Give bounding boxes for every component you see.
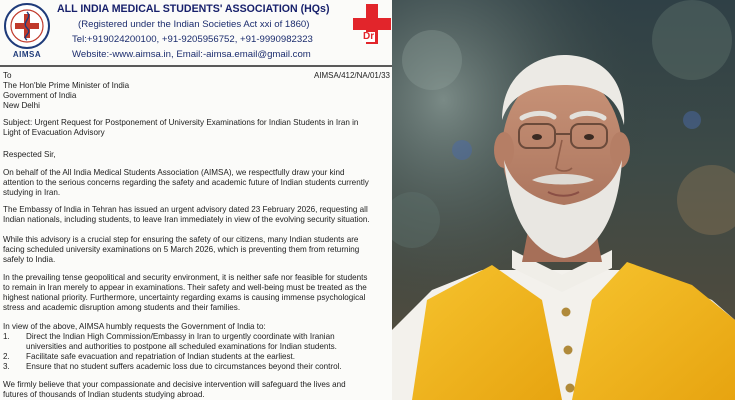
- paragraph-line: The Embassy of India in Tehran has issued an urgent advisory dated 23 February 2026, requesting all: [3, 205, 368, 214]
- salutation: Respected Sir,: [3, 150, 56, 159]
- paragraph-line: facing scheduled university examinations on 5 March 2026, which is preventing them from returning: [3, 245, 360, 254]
- paragraph-line: We firmly believe that your compassionate and decisive intervention will safeguard the lives and: [3, 380, 346, 389]
- request-line: Ensure that no student suffers academic loss due to circumstances beyond their control.: [26, 362, 342, 371]
- address-line: The Hon'ble Prime Minister of India: [3, 81, 130, 90]
- letterhead: [0, 0, 392, 66]
- paragraph-line: While this advisory is a crucial step for ensuring the safety of our citizens, many Indian students are: [3, 235, 359, 244]
- paragraph-line: futures of thousands of Indian students studying abroad.: [3, 390, 205, 399]
- paragraph-line: highest national priority. Furthermore, uncertainty regarding exams is causing immense psychological: [3, 293, 366, 302]
- request-number: 2.: [3, 352, 10, 361]
- paragraph-line: to remain in Iran merely to appear in examinations. Their safety and well-being must be treated as the: [3, 283, 367, 292]
- address-line: New Delhi: [3, 101, 40, 110]
- org-name: ALL INDIA MEDICAL STUDENTS' ASSOCIATION (HQs): [57, 3, 330, 15]
- paragraph-line: Indian nationals, including students, to leave Iran immediately in view of the evolving security situation.: [3, 215, 370, 224]
- request-number: 1.: [3, 332, 10, 341]
- paragraph-line: stress and academic disruption among students and their families.: [3, 303, 241, 312]
- logo-text: AIMSA: [12, 50, 42, 59]
- address-line: Government of India: [3, 91, 77, 100]
- paragraph-line: attention to the serious concerns regarding the safety and academic future of Indian students currently: [3, 178, 369, 187]
- request-line: universities and authorities to postpone all scheduled examinations for Indian students.: [26, 342, 337, 351]
- request-number: 3.: [3, 362, 10, 371]
- registration-line: (Registered under the Indian Societies Act xxi of 1860): [78, 19, 310, 30]
- letterhead-divider: [0, 65, 392, 67]
- red-cross-dr-icon: [353, 4, 391, 44]
- portrait-illustration: [392, 0, 735, 400]
- paragraph-line: studying in Iran.: [3, 188, 61, 197]
- paragraph-line: In view of the above, AIMSA humbly requests the Government of India to:: [3, 322, 266, 331]
- paragraph-line: In the prevailing tense geopolitical and security environment, it is neither safe nor feasible for students: [3, 273, 368, 282]
- to-line: To: [3, 71, 12, 80]
- paragraph-line: On behalf of the All India Medical Students Association (AIMSA), we respectfully draw your kind: [3, 168, 345, 177]
- subject-line: Light of Evacuation Advisory: [3, 128, 105, 137]
- request-line: Direct the Indian High Commission/Embassy in Iran to urgently coordinate with Iranian: [26, 332, 335, 341]
- website-email-line: Website:-www.aimsa.in, Email:-aimsa.email@gmail.com: [72, 49, 311, 60]
- portrait-photo: [392, 0, 735, 400]
- phone-line: Tel:+919024200100, +91-9205956752, +91-9990982323: [72, 34, 313, 45]
- dr-badge: Dr: [363, 31, 375, 42]
- paragraph-line: safely to India.: [3, 255, 56, 264]
- subject-line: Subject: Urgent Request for Postponement of University Examinations for Indian Students in Iran in: [3, 118, 359, 127]
- reference-number: AIMSA/412/NA/01/33: [313, 71, 390, 80]
- request-line: Facilitate safe evacuation and repatriation of Indian students at the earliest.: [26, 352, 296, 361]
